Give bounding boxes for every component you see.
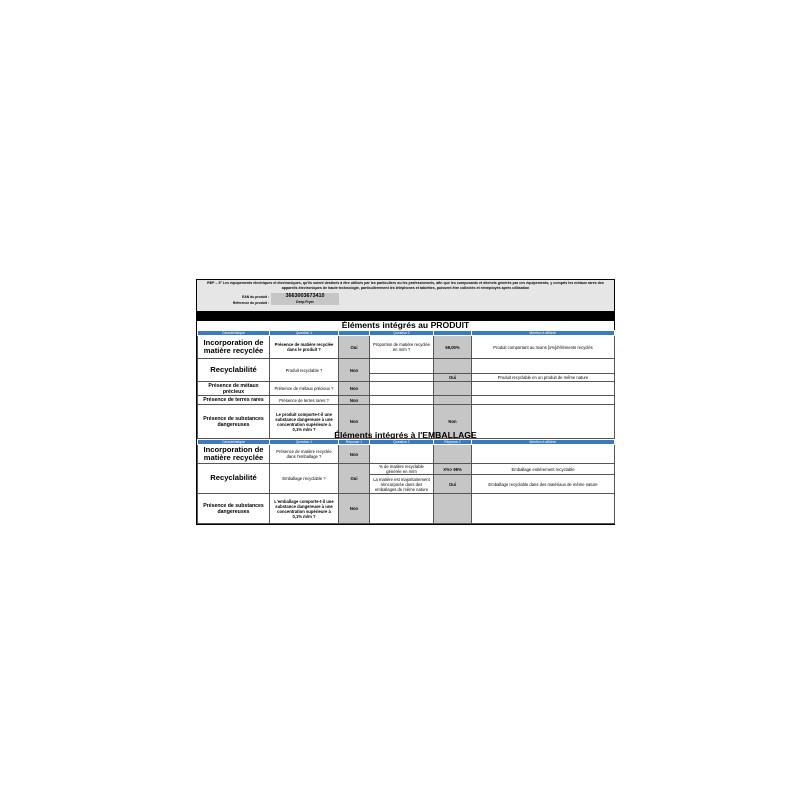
- question-cell: Présence de matière recyclée dans l'emballage ?: [270, 445, 339, 464]
- answer-cell: Non: [339, 494, 370, 524]
- regulation-text: REP – 5° Les équipements électriques et électroniques, qu'ils soient destinés à être utilisés par les particuliers ou les professionnels, afin que les composants et déchets générés par ces équipements, y compris les métaux rares des appareils électroniques de haute technologie, particulièrement les téléphones et tablettes, puissent être collectés et réemployés après utilisation: [207, 281, 604, 290]
- question-cell: Présence de métaux précieux ?: [270, 382, 339, 396]
- question-cell: La matière est majoritairement réincorporée dans des emballages de même nature: [370, 475, 434, 494]
- answer-cell: X%> 95%: [434, 464, 472, 475]
- col-header: Mention à afficher: [472, 440, 615, 445]
- answer-cell: Oui: [339, 464, 370, 494]
- col-header: Question 1: [270, 440, 339, 445]
- feature-cell: Recyclabilité: [198, 464, 270, 494]
- answer-cell: Oui: [434, 374, 472, 382]
- question-cell: Proportion de matière recyclée en m/m ?: [370, 336, 434, 359]
- feature-cell: Incorporation de matière recyclée: [198, 445, 270, 464]
- col-header: Réponse 1: [339, 440, 370, 445]
- question-cell: [370, 445, 434, 464]
- mention-cell: [472, 445, 615, 464]
- feature-cell: Présence de terres rares: [198, 396, 270, 405]
- answer-cell: Oui: [434, 475, 472, 494]
- table-row: [198, 359, 615, 374]
- feature-cell: Présence de substances dangereuses: [198, 494, 270, 524]
- question-cell: [370, 382, 434, 396]
- answer-cell: Non: [339, 382, 370, 396]
- feature-cell: Présence de substances dangereuses: [198, 405, 270, 439]
- reference-value: Deep Fryer: [271, 300, 339, 305]
- table-row: [198, 382, 615, 396]
- question-cell: Le produit comporte-t-il une substance dangereuse à une concentration supérieure à 0,1% m/m ?: [270, 405, 339, 439]
- feature-cell: Présence de métaux précieux: [198, 382, 270, 396]
- col-header: Question 2: [370, 440, 434, 445]
- col-header: Mention à afficher: [472, 331, 615, 336]
- feature-cell: Recyclabilité: [198, 359, 270, 382]
- question-cell: Emballage recyclable ?: [270, 464, 339, 494]
- produit-table: [197, 330, 615, 439]
- emballage-section-title: Éléments intégrés à l'EMBALLAGE: [334, 430, 477, 440]
- mention-cell: Produit comportant au moins [x%]d'éléments recyclés: [472, 336, 615, 359]
- answer-cell: Non: [339, 396, 370, 405]
- mention-cell: [472, 359, 615, 374]
- mention-cell: Produit recyclable en un produit de même nature: [472, 374, 615, 382]
- mention-cell: Emballage entièrement recyclable: [472, 464, 615, 475]
- question-cell: L'emballage comporte-t-il une substance dangereuse à une concentration supérieure à 0,1% m/m ?: [270, 494, 339, 524]
- col-header: Question 2: [370, 331, 434, 336]
- ean-value: 3663003673410: [271, 293, 339, 300]
- answer-cell: 69,00%: [434, 336, 472, 359]
- mention-cell: [472, 494, 615, 524]
- table-row: [198, 464, 615, 475]
- answer-cell: [434, 396, 472, 405]
- question-cell: [370, 494, 434, 524]
- eco-info-sheet: [196, 279, 615, 525]
- mention-cell: [472, 396, 615, 405]
- table-row: [198, 445, 615, 464]
- answer-cell: Non: [339, 445, 370, 464]
- col-header: Caractéristique: [198, 331, 270, 336]
- mention-cell: Emballage recyclable dans des matériaux de même nature: [472, 475, 615, 494]
- question-cell: [370, 359, 434, 374]
- col-header: Caractéristique: [198, 440, 270, 445]
- answer-cell: [434, 359, 472, 374]
- answer-cell: [434, 382, 472, 396]
- question-cell: [370, 396, 434, 405]
- question-cell: % de matière recyclable générée en m/m: [370, 464, 434, 475]
- answer-cell: Non: [434, 405, 472, 439]
- answer-cell: [434, 494, 472, 524]
- answer-cell: Non: [339, 359, 370, 382]
- feature-cell: Incorporation de matière recyclée: [198, 336, 270, 359]
- question-cell: [370, 374, 434, 382]
- table-row: [198, 494, 615, 524]
- col-header: Question 1: [270, 331, 339, 336]
- answer-cell: Oui: [339, 336, 370, 359]
- regulation-header: [197, 280, 614, 312]
- question-cell: Présence de terres rares ?: [270, 396, 339, 405]
- emballage-table: [197, 439, 615, 524]
- question-cell: Présence de matière recyclée dans le produit ?: [270, 336, 339, 359]
- mention-cell: [472, 382, 615, 396]
- col-header: Réponse 2: [434, 440, 472, 445]
- question-cell: Produit recyclable ?: [270, 359, 339, 382]
- ean-label: EAN du produit :: [242, 295, 269, 299]
- table-row: [198, 396, 615, 405]
- produit-section-title: Éléments intégrés au PRODUIT: [341, 320, 470, 330]
- reference-label: Reference du produit :: [232, 301, 269, 305]
- answer-cell: [434, 445, 472, 464]
- table-row: [198, 336, 615, 359]
- answer-cell: Non: [339, 405, 370, 439]
